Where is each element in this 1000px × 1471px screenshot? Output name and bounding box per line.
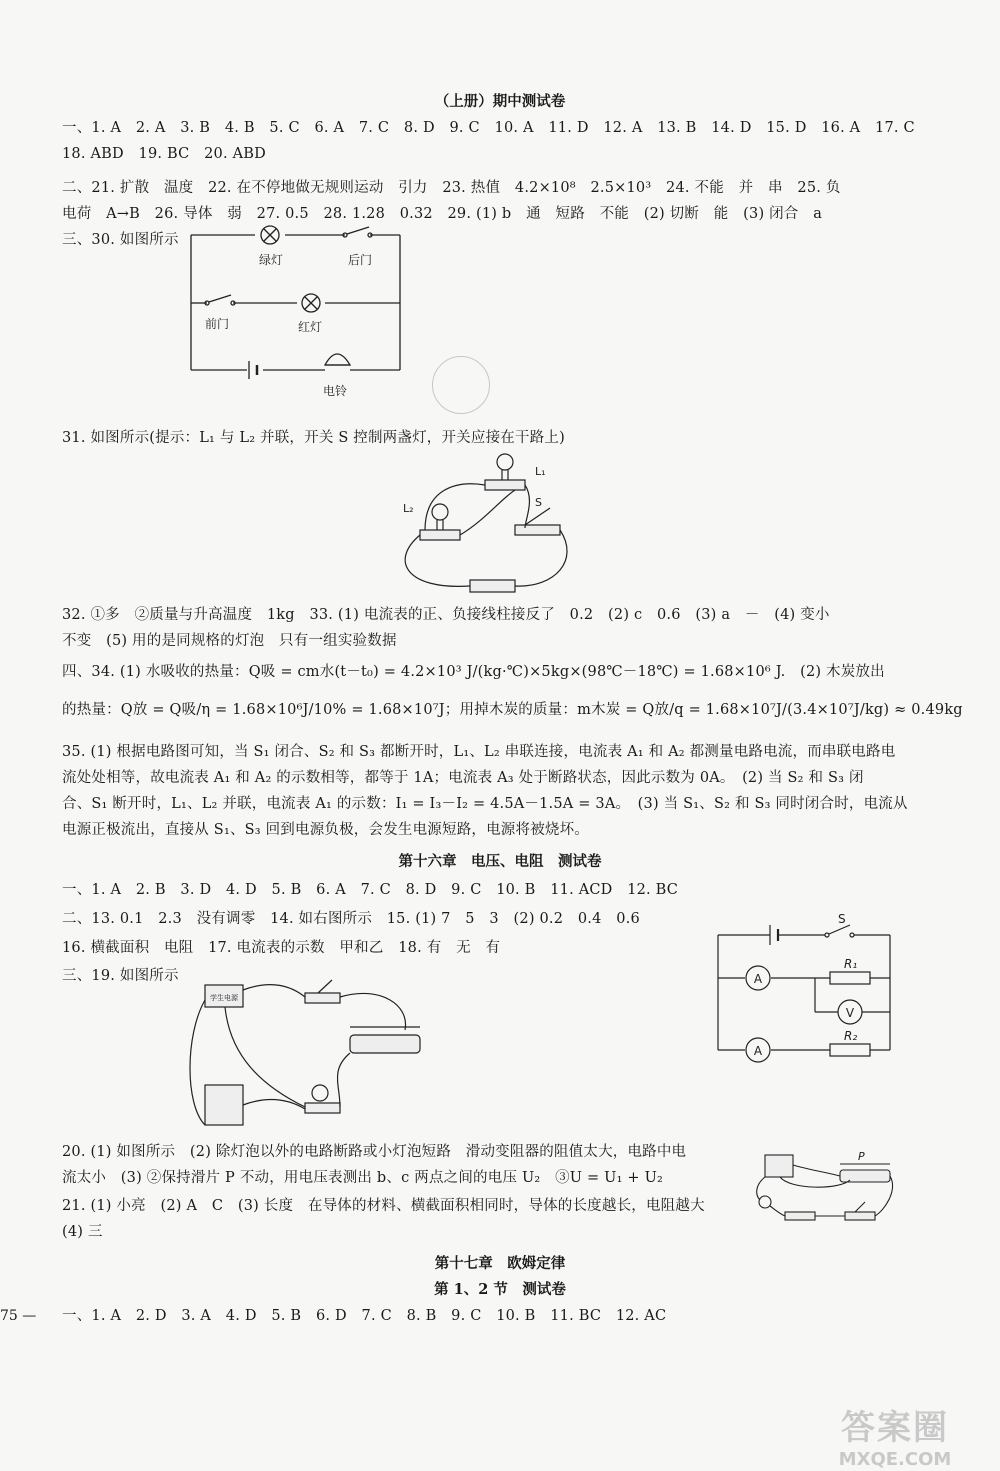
answer-line: 二、21. 扩散 温度 22. 在不停地做无规则运动 引力 23. 热值 4.2×10⁸ 2.5×10³ 24. 不能 并 串 25. 负 — [62, 180, 841, 196]
watermark-main: 答案圈 — [841, 1408, 949, 1448]
label-r1: R₁ — [844, 957, 858, 971]
circuit-diagram-31 — [385, 450, 585, 600]
circuit-diagram-30 — [185, 225, 420, 400]
answer-line: 电荷 A→B 26. 导体 弱 27. 0.5 28. 1.28 0.32 29. (1) b 通 短路 不能 (2) 切断 能 (3) 闭合 a — [62, 206, 823, 222]
voltmeter-icon: V — [845, 1006, 855, 1020]
answer-line: 不变 (5) 用的是同规格的灯泡 只有一组实验数据 — [62, 633, 397, 649]
label-l2: L₂ — [403, 502, 414, 515]
answer-line: 21. (1) 小亮 (2) A C (3) 长度 在导体的材料、横截面积相同时，导体的长度越长，电阻越大 — [62, 1198, 705, 1214]
answer-line: 二、13. 0.1 2.3 没有调零 14. 如右图所示 15. (1) 7 5 3 (2) 0.2 0.4 0.6 — [62, 911, 640, 927]
label-switch-s: S — [838, 912, 846, 926]
answer-line: 三、19. 如图所示 — [62, 968, 179, 984]
circuit-diagram-20 — [750, 1150, 900, 1225]
ammeter-2-icon: A — [753, 1044, 763, 1058]
label-red-lamp: 红灯 — [297, 320, 323, 334]
answer-line: 流太小 (3) ②保持滑片 P 不动，用电压表测出 b、c 两点之间的电压 U₂ ③U = U₁ + U₂ — [62, 1170, 664, 1186]
circuit-diagram-19 — [180, 975, 430, 1135]
label-s: S — [535, 496, 542, 509]
ammeter-1-icon: A — [753, 972, 763, 986]
ch17-subtitle: 第 1、2 节 测试卷 — [434, 1281, 566, 1298]
answer-line: 的热量：Q放 = Q吸/η = 1.68×10⁶J/10% = 1.68×10⁷J；用掉木炭的质量：m木炭 = Q放/q = 1.68×10⁷J/(3.4×10⁷J/kg) ≈ 0.49kg — [62, 702, 963, 718]
watermark-url: MXQE.COM — [838, 1449, 952, 1470]
midterm-title: （上册）期中测试卷 — [434, 93, 566, 110]
label-slider-p: P — [858, 1150, 865, 1163]
answer-line: (4) 三 — [62, 1224, 103, 1240]
answer-line: 一、1. A 2. B 3. D 4. D 5. B 6. A 7. C 8. D 9. C 10. B 11. ACD 12. BC — [62, 882, 679, 898]
answer-line: 32. ①多 ②质量与升高温度 1kg 33. (1) 电流表的正、负接线柱接反了 0.2 (2) c 0.6 (3) a － (4) 变小 — [62, 607, 830, 623]
answer-line: 合、S₁ 断开时，L₁、L₂ 并联，电流表 A₁ 的示数：I₁ = I₃－I₂ = 4.5A－1.5A = 3A。 (3) 当 S₁、S₂ 和 S₃ 同时闭合时，电流从 — [62, 796, 908, 812]
answer-line: 四、34. (1) 水吸收的热量：Q吸 = cm水(t－t₀) = 4.2×10³ J/(kg·℃)×5kg×(98℃－18℃) = 1.68×10⁶ J. (2) 木炭放出 — [62, 664, 885, 680]
answer-line: 31. 如图所示(提示：L₁ 与 L₂ 并联，开关 S 控制两盏灯，开关应接在干路上) — [62, 430, 565, 446]
answer-line: 电源正极流出，直接从 S₁、S₃ 回到电源负极，会发生电源短路，电源将被烧坏。 — [62, 822, 590, 838]
ch16-title: 第十六章 电压、电阻 测试卷 — [398, 853, 602, 870]
label-bell: 电铃 — [322, 384, 348, 398]
page-number: 75 — — [0, 1308, 37, 1324]
answer-line: 流处处相等，故电流表 A₁ 和 A₂ 的示数相等，都等于 1A；电流表 A₃ 处于断路状态，因此示数为 0A。 (2) 当 S₂ 和 S₃ 闭 — [62, 770, 864, 786]
label-front-door: 前门 — [204, 317, 230, 331]
label-power-supply: 学生电源 — [210, 994, 238, 1002]
label-l1: L₁ — [535, 465, 546, 478]
answer-line: 一、1. A 2. D 3. A 4. D 5. B 6. D 7. C 8. B 9. C 10. B 11. BC 12. AC — [62, 1308, 667, 1324]
answer-line: 一、1. A 2. A 3. B 4. B 5. C 6. A 7. C 8. D 9. C 10. A 11. D 12. A 13. B 14. D 15. D 16. A 17. C — [62, 120, 915, 136]
answer-line: 20. (1) 如图所示 (2) 除灯泡以外的电路断路或小灯泡短路 滑动变阻器的阻值太大，电路中电 — [62, 1144, 687, 1160]
ch17-title: 第十七章 欧姆定律 — [434, 1255, 566, 1272]
label-r2: R₂ — [844, 1029, 858, 1043]
circuit-diagram-14 — [710, 910, 900, 1070]
answer-line: 16. 横截面积 电阻 17. 电流表的示数 甲和乙 18. 有 无 有 — [62, 940, 501, 956]
label-green-lamp: 绿灯 — [258, 253, 284, 267]
label-back-door: 后门 — [347, 253, 373, 267]
answer-line: 三、30. 如图所示 — [62, 232, 179, 248]
watermark — [800, 1400, 990, 1470]
answer-line: 35. (1) 根据电路图可知，当 S₁ 闭合、S₂ 和 S₃ 都断开时，L₁、L₂ 串联连接，电流表 A₁ 和 A₂ 都测量电路电流，而串联电路电 — [62, 744, 896, 760]
stamp — [432, 356, 490, 414]
answer-line: 18. ABD 19. BC 20. ABD — [62, 146, 266, 162]
